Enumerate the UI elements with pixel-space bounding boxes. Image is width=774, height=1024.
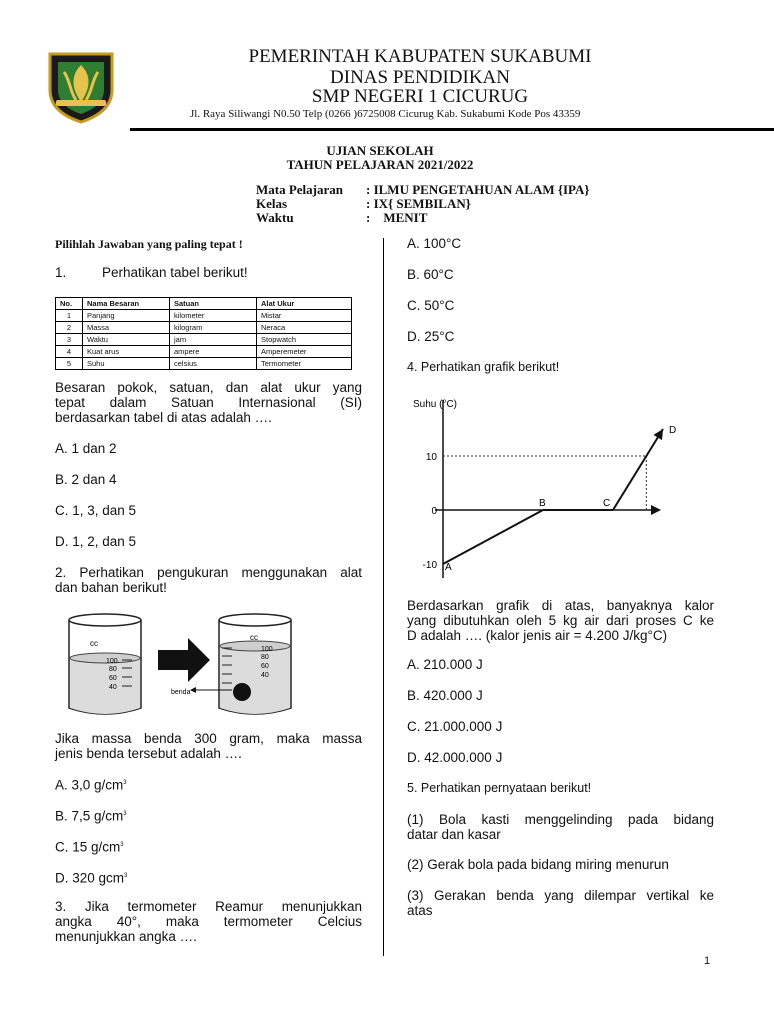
q5-statement-1: datar dan kasar [407,827,501,842]
table-cell: kilometer [170,310,257,322]
q1-option-b[interactable]: B. 2 dan 4 [55,472,117,487]
q1-text-line: Besaran pokok, satuan, dan alat ukur yang [55,380,362,395]
q4-option-d[interactable]: D. 42.000.000 J [407,750,503,765]
table-cell: Neraca [257,322,352,334]
q1-number: 1. [55,265,67,280]
y-tick-label: -10 [422,560,437,571]
option-text: A. 3,0 g/cm [55,777,124,793]
option-text: D. 320 gcm [55,870,125,886]
table-cell: Panjang [83,310,170,322]
q4-option-b[interactable]: B. 420.000 J [407,688,483,703]
beaker-tick: 60 [261,663,269,670]
table-row [56,358,352,370]
header-school: SMP NEGERI 1 CICURUG [311,86,529,107]
q3-line: menunjukkan angka …. [55,929,197,944]
q3-option-d[interactable]: D. 25°C [407,329,455,344]
option-sup: 3 [123,780,127,786]
x-axis-arrow-icon [651,505,661,515]
table-cell: 2 [56,322,83,334]
beaker-tick: 40 [109,684,117,691]
q2-text-line: Jika massa benda 300 gram, maka massa [55,731,362,746]
q4-prompt: 4. Perhatikan grafik berikut! [407,360,560,374]
q2-text-line: jenis benda tersebut adalah …. [55,746,242,761]
series-segment [613,429,663,510]
transfer-arrow-icon [158,638,210,682]
table-cell: Waktu [83,334,170,346]
time-label: Waktu [256,210,294,225]
subject-value: : ILMU PENGETAHUAN ALAM {IPA} [366,182,590,197]
header-government: PEMERINTAH KABUPATEN SUKABUMI [248,46,592,67]
object-label: benda [171,689,191,696]
q3-line: 3. Jika termometer Reamur menunjukkan [55,899,362,914]
table-cell: 3 [56,334,83,346]
table-cell: Stopwatch [257,334,352,346]
q5-statement-2: (2) Gerak bola pada bidang miring menurun [407,857,669,872]
q4-option-c[interactable]: C. 21.000.000 J [407,719,503,734]
exam-year: TAHUN PELAJARAN 2021/2022 [286,157,474,172]
point-label: C [603,498,611,509]
time-value: : MENIT [366,210,428,225]
class-label: Kelas [256,196,288,211]
table-cell: Suhu [83,358,170,370]
point-label: B [539,498,546,509]
option-sup: 3 [123,811,127,817]
q3-option-b[interactable]: B. 60°C [407,267,454,282]
q2-line: 2. Perhatikan pengukuran menggunakan alat [55,565,362,580]
table-cell: kilogram [170,322,257,334]
option-sup: 3 [120,842,124,848]
beaker-unit-label: cc [250,633,258,642]
q2-option-c[interactable] [55,838,124,855]
beaker-tick: 100 [106,658,118,665]
table-row [56,310,352,322]
table-cell: Kuat arus [83,346,170,358]
header-divider [130,128,774,131]
table-cell: Mistar [257,310,352,322]
exam-title: UJIAN SEKOLAH [326,143,434,158]
school-logo [46,50,116,125]
table-cell: 1 [56,310,83,322]
option-sup: 3 [124,873,128,879]
q1-option-c[interactable]: C. 1, 3, dan 5 [55,503,137,518]
beaker-tick: 80 [109,666,117,673]
y-axis-label: Suhu (°C) [413,399,458,410]
q3-line: angka 40°, maka termometer Celcius [55,914,362,929]
table-header-row [56,298,352,310]
table-header: No. [56,298,83,310]
table-header: Nama Besaran [83,298,170,310]
q1-prompt: Perhatikan tabel berikut! [102,265,248,280]
point-label: D [669,425,677,436]
q1-option-d[interactable]: D. 1, 2, dan 5 [55,534,137,549]
q5-prompt: 5. Perhatikan pernyataan berikut! [407,781,592,795]
q2-beaker-figure [60,610,310,722]
q3-option-a[interactable]: A. 100°C [407,236,462,251]
beaker-tick: 80 [261,654,269,661]
table-header: Alat Ukur [257,298,352,310]
table-cell: Termometer [257,358,352,370]
header-address: Jl. Raya Siliwangi N0.50 Telp (0266 )6725008 Cicurug Kab. Sukabumi Kode Pos 43359 [190,108,581,120]
series-segment [443,510,543,564]
q2-option-a[interactable] [55,776,127,793]
y-tick-label: 10 [425,452,437,463]
table-cell: 5 [56,358,83,370]
q4-text-line: D adalah …. (kalor jenis air = 4.200 J/kg°C) [407,628,668,643]
point-label: A [445,562,452,573]
table-cell: 4 [56,346,83,358]
subject-label: Mata Pelajaran [256,182,344,197]
table-cell: Amperemeter [257,346,352,358]
q2-option-d[interactable] [55,869,127,886]
table-row [56,322,352,334]
class-value: : IX{ SEMBILAN} [366,196,471,211]
beaker-unit-label: cc [90,639,98,648]
instruction: Pilihlah Jawaban yang paling tepat ! [55,237,243,251]
table-cell: celsius [170,358,257,370]
table-header: Satuan [170,298,257,310]
table-cell: ampere [170,346,257,358]
q5-statement-3: (3) Gerakan benda yang dilempar vertikal ke [407,888,714,903]
q1-option-a[interactable]: A. 1 dan 2 [55,441,117,456]
column-divider [383,238,384,956]
object-ball [233,683,251,701]
beaker-tick: 100 [261,646,273,653]
q5-statement-3: atas [407,903,433,918]
q1-text-line: berdasarkan tabel di atas adalah …. [55,410,272,425]
page-number: 1 [704,955,711,967]
option-text: C. 15 g/cm [55,839,121,855]
table-row [56,346,352,358]
q4-text-line: Berdasarkan grafik di atas, banyaknya kalor [407,598,714,613]
q4-temperature-graph [405,392,677,582]
q4-text-line: yang dibutuhkan oleh 5 kg air dari proses C ke [407,613,714,628]
q4-option-a[interactable]: A. 210.000 J [407,657,483,672]
beaker-tick: 60 [109,675,117,682]
q1-text-line: tepat dalam Satuan Internasional (SI) [55,395,362,410]
q1-table [55,297,352,370]
q5-statement-1: (1) Bola kasti menggelinding pada bidang [407,812,714,827]
q2-line: dan bahan berikut! [55,580,167,595]
table-cell: Massa [83,322,170,334]
table-cell: jam [170,334,257,346]
y-tick-label: 0 [431,506,437,517]
beaker-tick: 40 [261,672,269,679]
option-text: B. 7,5 g/cm [55,808,124,824]
header-department: DINAS PENDIDIKAN [330,67,510,88]
table-row [56,334,352,346]
q3-option-c[interactable]: C. 50°C [407,298,455,313]
q2-option-b[interactable] [55,807,127,824]
